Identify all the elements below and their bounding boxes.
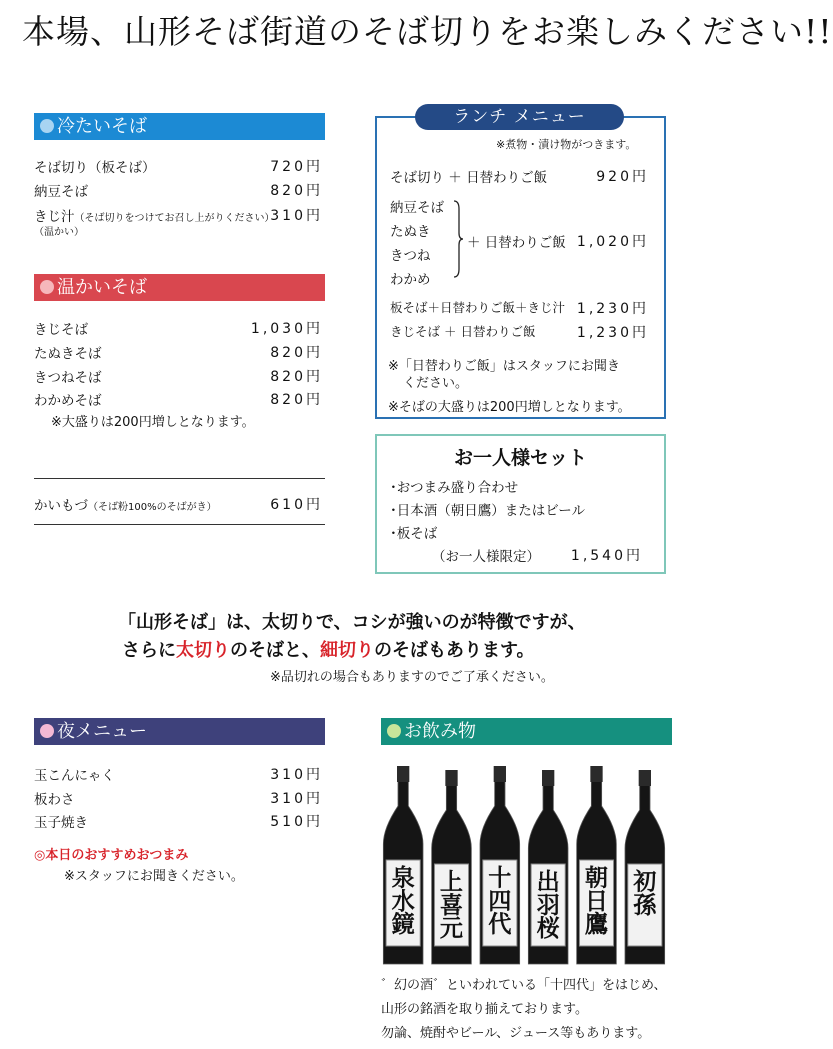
message-note: ※品切れの場合もありますのでご了承ください。 [270, 670, 554, 685]
bullet-icon [40, 119, 54, 133]
warm-note: ※大盛りは200円増しとなります。 [51, 415, 255, 430]
divider [34, 524, 325, 525]
bottle-label-char: 上 [439, 868, 464, 896]
menu-item-name: 玉こんにゃく [34, 768, 115, 784]
drinks-header [381, 718, 672, 745]
lunch-item-name: 板そば＋日替わりご飯＋きじ汁 [390, 300, 566, 315]
menu-item-price: 510円 [270, 814, 323, 830]
bullet-icon [40, 280, 54, 294]
menu-item-name: きじそば [34, 322, 88, 338]
lunch-group-item: きつね [390, 248, 431, 264]
message-highlight: 太切り [176, 640, 230, 661]
menu-item-price: 1,030円 [250, 321, 323, 337]
lunch-item-name: そば切り ＋ 日替わりご飯 [390, 170, 548, 186]
drinks-caption: ゛幻の酒゛といわれている「十四代」をはじめ、 [381, 978, 667, 993]
menu-item-price: 820円 [270, 345, 323, 361]
warm-soba-header [34, 274, 325, 301]
night-menu-header [34, 718, 325, 745]
lunch-menu-title: ランチ メニュー [415, 104, 624, 130]
bottle-label-char: 桜 [536, 915, 560, 943]
menu-item-name [34, 494, 217, 514]
set-limit: （お一人様限定） [432, 549, 540, 565]
message-line-1: 「山形そば」は、太切りで、コシが強いのが特徴ですが、 [118, 612, 586, 633]
bottle-label-char: 初 [633, 868, 657, 896]
cold-soba-heading: 冷たいそば [57, 116, 147, 137]
bottle-label-char: 泉 [391, 864, 415, 892]
lunch-subnote: ※煮物・漬け物がつきます。 [496, 138, 637, 151]
menu-item-price: 820円 [270, 369, 323, 385]
message-line-2 [122, 636, 535, 662]
night-menu-heading: 夜メニュー [57, 721, 147, 742]
bottle-label-char: 代 [488, 911, 512, 939]
bottle-label-char: 喜 [439, 891, 464, 919]
lunch-group-suffix: ＋ 日替わりご飯 [467, 235, 566, 251]
menu-item-price: 820円 [270, 183, 323, 199]
set-item: ･板そば [390, 526, 438, 542]
message-text: のそばもあります。 [374, 640, 535, 661]
menu-item-price: 310円 [270, 767, 323, 783]
lunch-group-item: わかめ [390, 272, 431, 288]
message-text: さらに [122, 640, 176, 661]
lunch-note: ください。 [403, 376, 469, 391]
menu-item-price: 610円 [270, 497, 323, 513]
lunch-group-item: たぬき [390, 224, 431, 240]
menu-item-price: 310円 [270, 208, 323, 224]
menu-item-note: （そば切りをつけてお召し上がりください） [74, 213, 275, 224]
brace-icon [452, 199, 464, 279]
menu-item-price: 310円 [270, 791, 323, 807]
menu-item-name: 玉子焼き [34, 815, 88, 831]
bottle-label-char: 朝 [584, 864, 609, 892]
bottle-label-char: 出 [536, 868, 560, 896]
set-item: ･おつまみ盛り合わせ [390, 480, 519, 496]
menu-item-note: （温かい） [34, 227, 84, 238]
menu-item-name: 納豆そば [34, 184, 88, 200]
menu-item-name [34, 205, 275, 225]
bottle-label-char: 水 [391, 887, 415, 915]
lunch-item-name: きじそば ＋ 日替わりご飯 [390, 324, 536, 339]
lunch-note: ※「日替わりご飯」はスタッフにお聞き [388, 359, 620, 374]
drinks-caption: 山形の銘酒を取り揃えております。 [381, 1002, 588, 1017]
sake-bottles-photo [379, 760, 669, 968]
bottle-label-char: 孫 [633, 891, 657, 919]
warm-soba-heading: 温かいそば [57, 277, 147, 298]
set-title: お一人様セット [453, 447, 587, 469]
divider [34, 478, 325, 479]
bottle-label-char: 鏡 [391, 911, 415, 939]
lunch-item-price: 1,230円 [576, 325, 649, 341]
cold-soba-header [34, 113, 325, 140]
bottle-label-char: 鷹 [584, 911, 609, 939]
menu-item-name: たぬきそば [34, 346, 102, 362]
menu-item-price: 720円 [270, 159, 323, 175]
lunch-item-price: 1,230円 [576, 301, 649, 317]
drinks-caption: 勿論、焼酎やビール、ジュース等もあります。 [381, 1026, 651, 1041]
bottle-label-char: 四 [488, 887, 512, 915]
bottle-label-char: 元 [439, 915, 464, 943]
recommend-note: ※スタッフにお聞きください。 [64, 869, 244, 884]
bullet-icon [387, 724, 401, 738]
page-title: 本場、山形そば街道のそば切りをお楽しみください!! [22, 12, 833, 51]
drinks-heading: お飲み物 [404, 721, 476, 742]
lunch-group-item: 納豆そば [390, 200, 444, 216]
menu-item-label: かいもづ [34, 498, 88, 514]
bottle-label-char: 十 [488, 864, 512, 892]
lunch-item-price: 920円 [596, 169, 649, 185]
menu-item-label: きじ汁 [34, 209, 75, 225]
lunch-note: ※そばの大盛りは200円増しとなります。 [388, 400, 631, 415]
bottle-label-char: 羽 [536, 891, 560, 919]
menu-item-name: 板わさ [34, 792, 75, 808]
bottle-label-char: 日 [584, 887, 609, 915]
bullet-icon [40, 724, 54, 738]
lunch-item-price: 1,020円 [576, 234, 649, 250]
set-price: 1,540円 [570, 548, 643, 564]
message-text: のそばと、 [230, 640, 320, 661]
menu-item-price: 820円 [270, 392, 323, 408]
recommend-heading: ◎本日のおすすめおつまみ [34, 848, 189, 863]
message-highlight: 細切り [320, 640, 374, 661]
menu-item-note: （そば粉100%のそばがき） [88, 502, 217, 513]
menu-item-name: きつねそば [34, 370, 102, 386]
menu-item-name: わかめそば [34, 393, 102, 409]
menu-item-name: そば切り（板そば） [34, 160, 156, 176]
set-item: ･日本酒（朝日鷹）またはビール [390, 503, 585, 519]
